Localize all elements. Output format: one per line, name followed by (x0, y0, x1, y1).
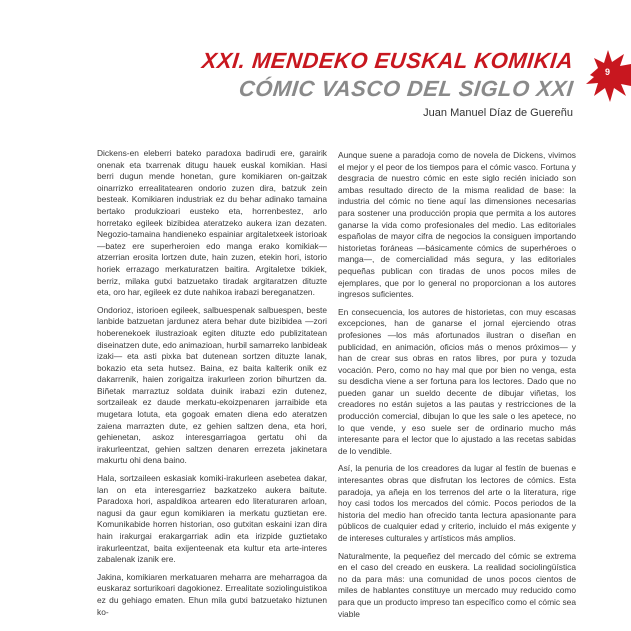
column-basque (97, 148, 327, 624)
page-number: 9 (605, 67, 611, 77)
paragraph: Así, la penuria de los creadores da lugar al festín de buenas e interesantes obras que disfrutan los lectores de cómics. Esta paradoja, ya añeja en los terrenos del arte o la literatura, rige hoy casi todos los mercados del cómic. Pocos periodos de la historia del medio han ofrecido tanta lectura apasionante para públicos de cualquier edad y criterio, incluido el más exigente y de intereses culturales y artísticos más amplios. (338, 463, 576, 543)
paragraph: Dickens-en eleberri bateko paradoxa badirudi ere, garairik onenak eta txarrenak ditugu hauek euskal komikian. Hasi berri dugun mende honetan, gure komikiaren on-gaitzak oinarrizko errealitatearen ondorio zuzen dira, batzuk zein besteak. Komikiaren industriak ez du behar adinako tamaina bertako produkzioari eusteko eta, horrenbestez, arlo horretako egileek bizibidea ateratzeko aukera izan dezaten. Negozio-tamaina handieneko espainiar argitaletxeek istorioak —batez ere superheroien edo manga erako komikiak— atzerrian erosita lortzen dute, hain zuzen, etekin hori, istorio horiek errazago merkaturatzen baitira. Argitaletxe txikiek, berriz, milaka gutxi batzuetako tiradak argitaratzen dituzte eta, oro har, egileek ez dute nahikoa irabazi bereganatzen. (97, 148, 327, 298)
paragraph: Ondorioz, istorioen egileek, salbuespenak salbuespen, beste lanbide batzuetan jardunez atera behar dute bizibidea —zori hoberenekoek ilustrazioak egiten dituzte edo publizitatean diseinatzen dute, edo animazioan, hurbil samarreko lanbideak izaki— eta asti pixka bat dutenean sortzen dituzte lanak, bokazio eta seta hutsez. Baina, ez baita kalterik onik ez dakarrenik, haien zorigaitza irakurleen zorion bihurtzen da. Biñetak marraztuz soldata duinik irabazi ezin dutenez, sortzaileak ez daude merkatu-ekoizpenaren jarraibide eta mugetara lotuta, eta gogoak ematen diena edo ateratzen zaiena marrazten dute, ez gehien saltzen dena, eta hori, gehienetan, askoz interesgarriagoa gertatu ohi da irakurleentzat, gehien saltzen denaren errezeta jakinetara makurtu ohi dena baino. (97, 304, 327, 466)
paragraph: En consecuencia, los autores de historietas, con muy escasas excepciones, han de ganarse el jornal ejerciendo otras profesiones —los más afortunados ilustran o diseñan en publicidad, en animación, oficios más o menos próximos— y han de crear sus obras en ratos libres, por pura y tozuda vocación. Pero, como no hay mal que por bien no venga, esta su desdicha viene a ser fortuna para los lectores. Dado que no pueden ganar un sueldo decente de dibujar viñetas, los creadores no están sujetos a las pautas y restricciones de la producción comercial, dibujan lo que les sale o les apetece, no lo que vende, y eso suele ser de ordinario mucho más interesante para el lector que lo ajustado a las recetas sabidas de lo vendible. (338, 306, 576, 456)
title-basque: XXI. MENDEKO EUSKAL KOMIKIA (200, 48, 575, 73)
paragraph: Naturalmente, la pequeñez del mercado del cómic se extrema en el caso del creado en euskera. La realidad sociolingüística no da para más: una comunidad de unos pocos cientos de miles de hablantes constituye un mercado muy reducido como para que un producto impreso tan específico como el cómic sea viable (338, 550, 576, 619)
column-spanish (338, 150, 576, 626)
paragraph: Hala, sortzaileen eskasiak komiki-irakurleen asebetea dakar, lan on eta interesgarriez bazkatzeko aukera baitute. Paradoxa hori, aspaldikoa artearen edo literaturaren arloan, nagusi da gaur egun komikiaren ia merkatu guztietan ere. Komunikabide horren historian, oso gutxitan eskaini izan dira hain irakurgai erakargarriak adin eta irizpide guztietako irakurleentzat, baita exijenteenak eta kultur eta arte-interes zabalenak izanik ere. (97, 473, 327, 565)
paragraph: Jakina, komikiaren merkatuaren meharra are meharragoa da euskaraz sorturikoari dagokionez. Errealitate soziolinguistikoa ez du gehiago ematen. Ehun mila gutxi batzuetako hiztunen ko- (97, 571, 327, 617)
author-name: Juan Manuel Díaz de Guereñu (423, 107, 573, 119)
title-spanish: CÓMIC VASCO DEL SIGLO XXI (237, 76, 575, 101)
paragraph: Aunque suene a paradoja como de novela de Dickens, vivimos el mejor y el peor de los tiempos para el cómic vasco. Fortuna y desgracia de nuestro cómic en este siglo recién iniciado son ambas resultado directo de la misma realidad de base: la industria del cómic no tiene aquí las dimensiones necesarias para sostener una producción propia que permita a los autores ganarse la vida como profesionales del medio. Las editoriales españolas de mayor cifra de negocios la consiguen importando historietas foráneas —básicamente cómics de superhéroes o manga—, de comercialidad más segura, y las editoriales pequeñas publican con tiradas de unos pocos miles de ejemplares, que por lo general no proporcionan a los autores ingresos suficientes. (338, 150, 576, 300)
